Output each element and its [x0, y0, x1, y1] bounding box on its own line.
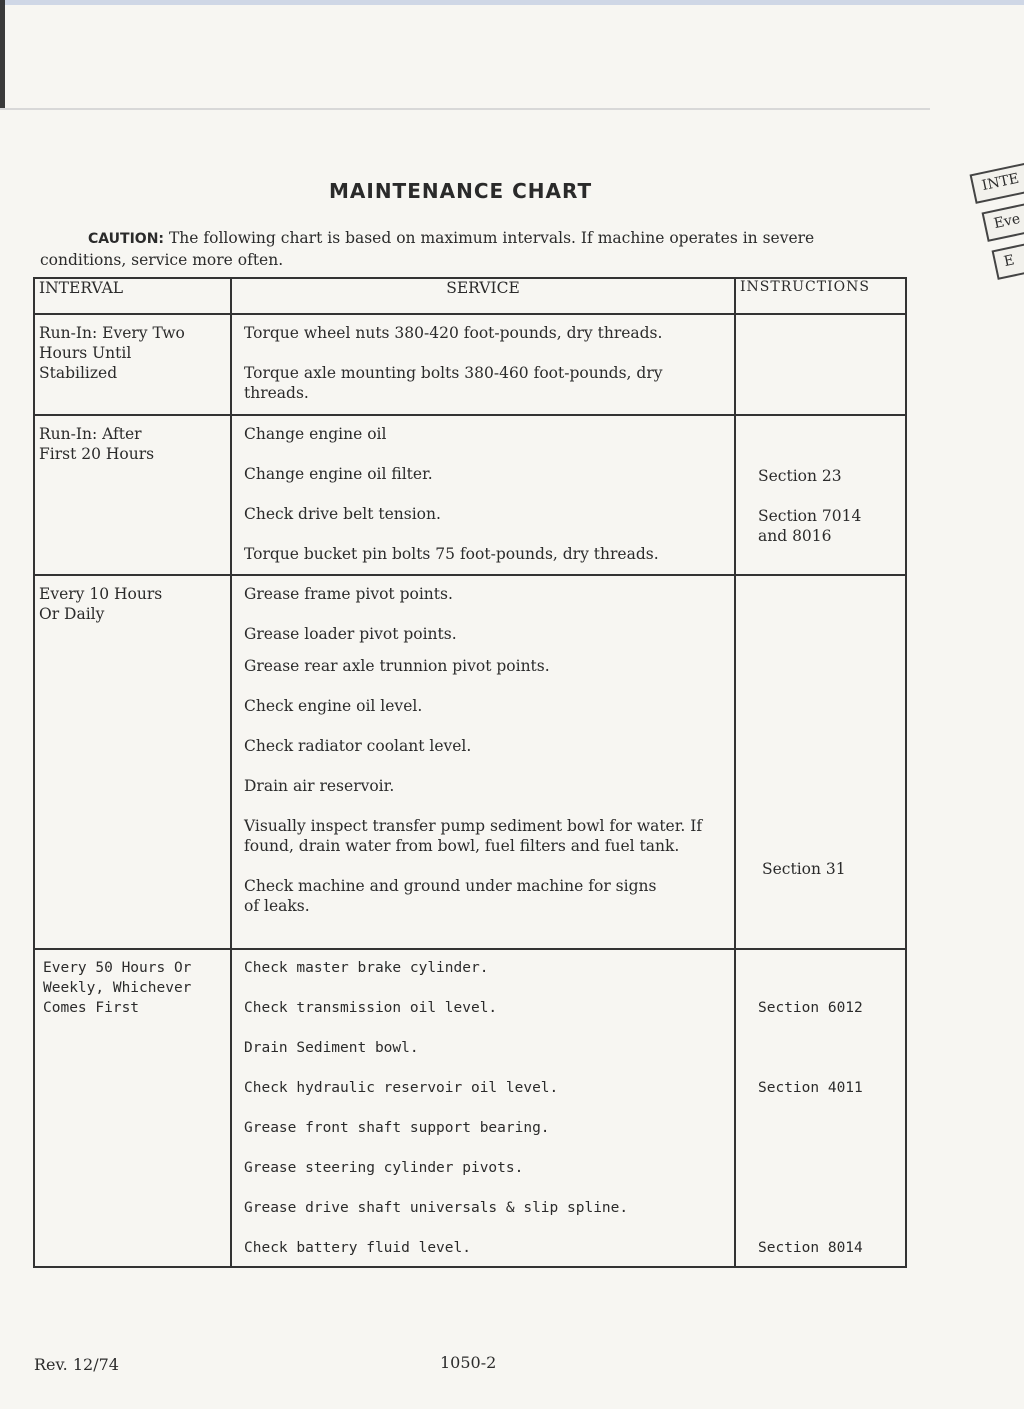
- service-item: Check master brake cylinder.: [244, 960, 489, 976]
- instruction-ref: Section 23: [758, 467, 842, 485]
- header-interval: INTERVAL: [34, 278, 231, 314]
- interval-cell: Run-In: Every Two Hours Until Stabilized: [34, 314, 231, 415]
- instructions-cell: [735, 314, 906, 415]
- service-cell: [231, 314, 735, 415]
- caution-note: [40, 228, 890, 271]
- instruction-ref: Section 31: [762, 860, 846, 878]
- service-cell: [231, 575, 735, 949]
- instruction-ref: Section 6012: [758, 1000, 863, 1016]
- service-item: Check engine oil level.: [244, 697, 423, 715]
- header-service: SERVICE: [231, 278, 735, 314]
- service-item: Grease frame pivot points.: [244, 585, 453, 603]
- service-item: Drain air reservoir.: [244, 777, 395, 795]
- interval-cell: Every 50 Hours Or Weekly, Whichever Comes First: [34, 949, 231, 1267]
- service-item: Check machine and ground under machine for signs of leaks.: [244, 877, 657, 915]
- service-item: Change engine oil: [244, 425, 387, 443]
- instruction-ref: Section 7014 and 8016: [758, 507, 862, 545]
- service-cell: [231, 415, 735, 575]
- interval-cell: Every 10 Hours Or Daily: [34, 575, 231, 949]
- header-instructions: INSTRUCTIONS: [735, 278, 906, 314]
- service-item: Torque axle mounting bolts 380-460 foot-pounds, dry threads.: [244, 364, 663, 402]
- revision-label: Rev. 12/74: [34, 1355, 119, 1374]
- service-item: Change engine oil filter.: [244, 465, 433, 483]
- service-item: Check drive belt tension.: [244, 505, 441, 523]
- interval-cell: Run-In: After First 20 Hours: [34, 415, 231, 575]
- service-item: Grease front shaft support bearing.: [244, 1120, 550, 1136]
- side-tab: Eve: [982, 200, 1024, 242]
- service-item: Torque wheel nuts 380-420 foot-pounds, dry threads.: [244, 324, 663, 342]
- caution-text: The following chart is based on maximum intervals. If machine operates in severe conditions, service more often.: [40, 229, 815, 269]
- service-item: Check transmission oil level.: [244, 1000, 498, 1016]
- service-cell: [231, 949, 735, 1267]
- caution-label: CAUTION:: [88, 231, 165, 247]
- service-item: Grease rear axle trunnion pivot points.: [244, 657, 550, 675]
- service-item: Torque bucket pin bolts 75 foot-pounds, dry threads.: [244, 545, 659, 563]
- instructions-cell: [735, 575, 906, 949]
- side-tab: E: [992, 238, 1024, 280]
- service-item: Check battery fluid level.: [244, 1240, 471, 1256]
- fold-line: [0, 108, 930, 110]
- table-header-row: [34, 278, 906, 314]
- instructions-cell: [735, 415, 906, 575]
- instructions-cell: [735, 949, 906, 1267]
- table-row: [34, 314, 906, 415]
- side-tab: INTE: [970, 162, 1024, 204]
- maintenance-table: [33, 277, 907, 1268]
- page-fold-edge: [0, 0, 5, 110]
- service-item: Visually inspect transfer pump sediment bowl for water. If found, drain water from bowl, fuel filters and fuel tank.: [244, 817, 703, 855]
- service-item: Grease drive shaft universals & slip spline.: [244, 1200, 629, 1216]
- table-row: [34, 575, 906, 949]
- page-number: 1050-2: [440, 1353, 497, 1372]
- service-item: Grease steering cylinder pivots.: [244, 1160, 524, 1176]
- service-item: Check radiator coolant level.: [244, 737, 472, 755]
- service-item: Check hydraulic reservoir oil level.: [244, 1080, 559, 1096]
- service-item: Grease loader pivot points.: [244, 625, 457, 643]
- page-title: MAINTENANCE CHART: [329, 179, 593, 203]
- table-row: [34, 949, 906, 1267]
- instruction-ref: Section 4011: [758, 1080, 863, 1096]
- service-item: Drain Sediment bowl.: [244, 1040, 419, 1056]
- top-edge: [0, 0, 1024, 5]
- instruction-ref: Section 8014: [758, 1240, 863, 1256]
- table-row: [34, 415, 906, 575]
